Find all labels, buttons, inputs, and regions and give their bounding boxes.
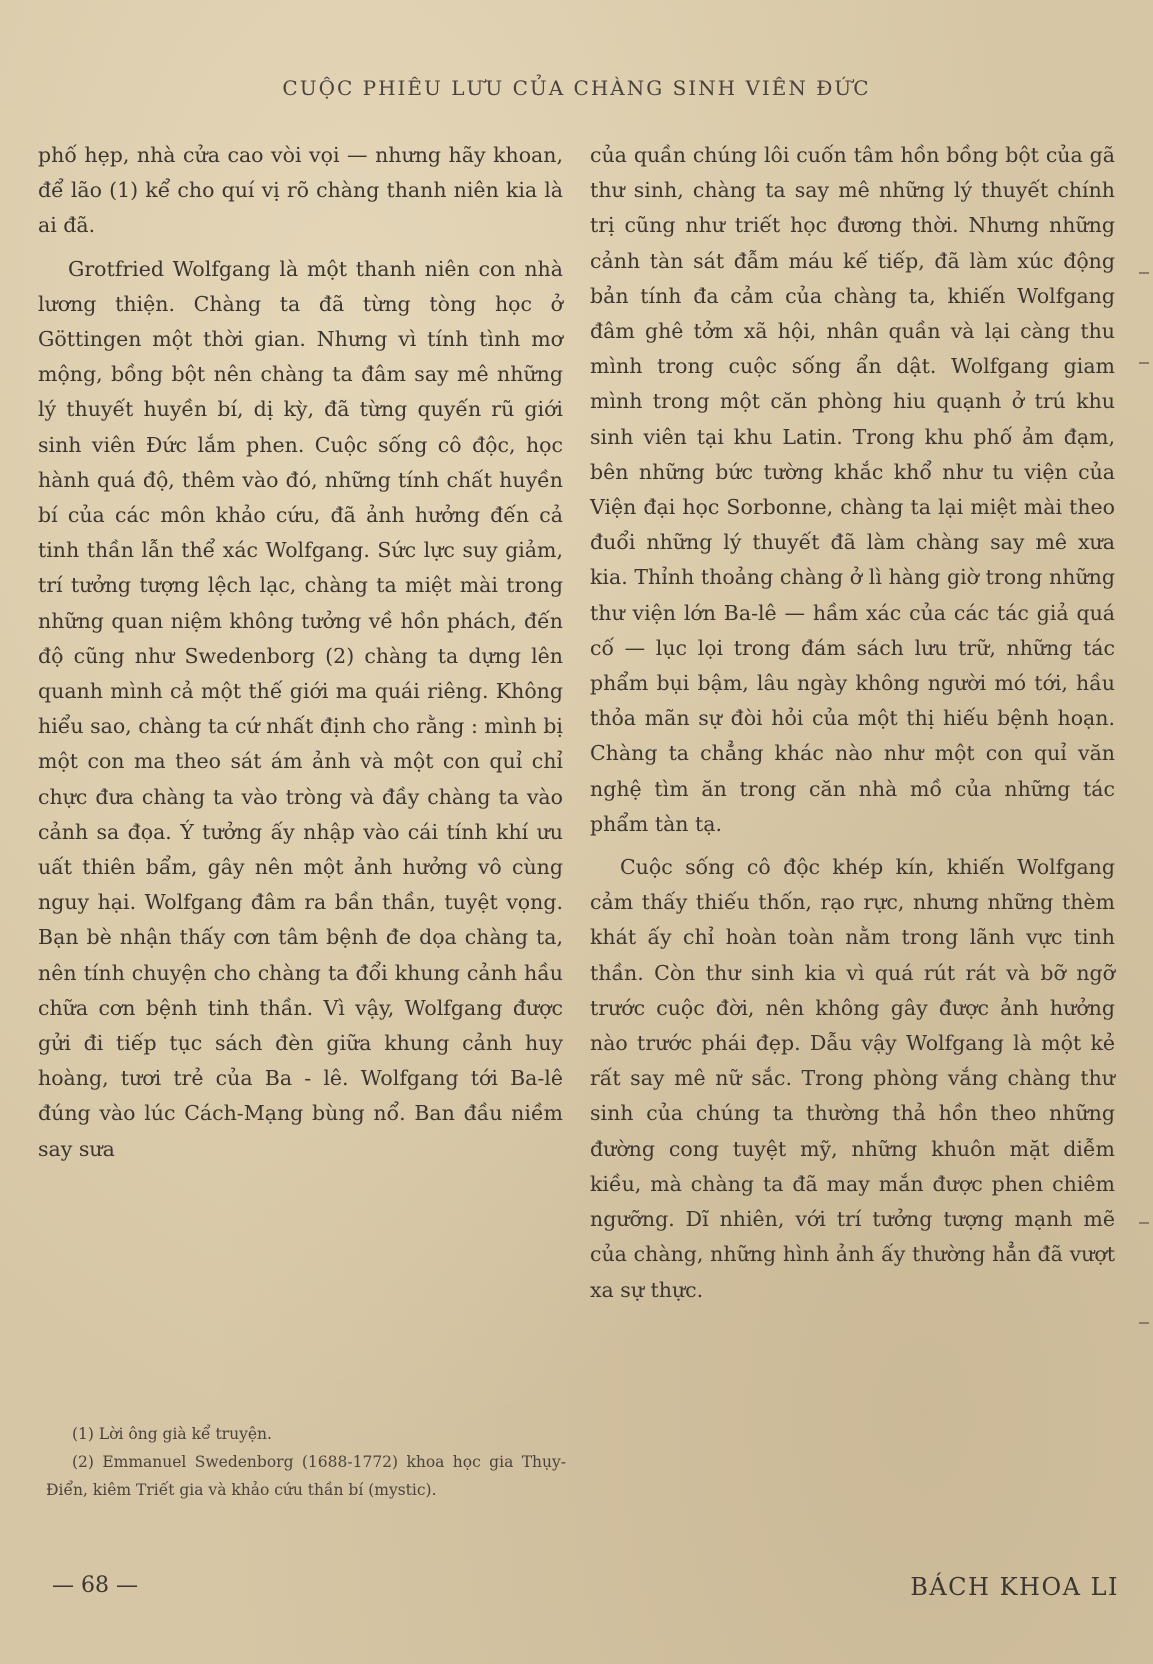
paragraph: Grotfried Wolfgang là một thanh niên con nhà lương thiện. Chàng ta đã từng tòng học ở Göttingen một thời gian. Nhưng vì tính tình mơ mộng, bồng bột nên chàng ta đâm say mê những lý thuyết huyền bí, dị kỳ, đã từng quyến rũ giới sinh viên Đức lắm phen. Cuộc sống cô độc, học hành quá độ, thêm vào đó, những tính chất huyền bí của các môn khảo cứu, đã ảnh hưởng đến cả tinh thần lẫn thể xác Wolfgang. Sức lực suy giảm, trí tưởng tượng lệch lạc, chàng ta miệt mài trong những quan niệm không tưởng về hồn phách, đến độ cũng như Swedenborg (2) chàng ta dựng lên quanh mình cả một thế giới ma quái riêng. Không hiểu sao, chàng ta cứ nhất định cho rằng : mình bị một con ma theo sát ám ảnh và một con quỉ chỉ chực đưa chàng ta vào tròng và đầy chàng ta vào cảnh sa đọa. Ý tưởng ấy nhập vào cái tính khí ưu uất thiên bẩm, gây nên một ảnh hưởng vô cùng nguy hại. Wolfgang đâm ra bần thần, tuyệt vọng. Bạn bè nhận thấy cơn tâm bệnh đe dọa chàng ta, nên tính chuyện cho chàng ta đổi khung cảnh hầu chữa cơn bệnh tinh thần. Vì vậy, Wolfgang được gửi đi tiếp tục sách đèn giữa khung cảnh huy hoàng, tươi trẻ của Ba - lê. Wolfgang tới Ba-lê đúng vào lúc Cách-Mạng bùng nổ. Ban đầu niềm say sưa: [38, 256, 563, 1161]
right-text-column: [590, 138, 1115, 1316]
running-title: CUỘC PHIÊU LƯU CỦA CHÀNG SINH VIÊN ĐỨC: [282, 76, 871, 100]
paragraph: Cuộc sống cô độc khép kín, khiến Wolfgang cảm thấy thiếu thốn, rạo rực, nhưng những thèm khát ấy chỉ hoàn toàn nằm trong lãnh vực tinh thần. Còn thư sinh kia vì quá rút rát và bỡ ngỡ trước cuộc đời, nên không gây được ảnh hưởng nào trước phái đẹp. Dẫu vậy Wolfgang là một kẻ rất say mê nữ sắc. Trong phòng vắng chàng thư sinh của chúng ta thường thả hồn theo những đường cong tuyệt mỹ, những khuôn mặt diễm kiều, mà chàng ta đã may mắn được phen chiêm ngưỡng. Dĩ nhiên, với trí tưởng tượng mạnh mẽ của chàng, những hình ảnh ấy thường hẳn đã vượt xa sự thực.: [590, 855, 1115, 1302]
edge-mark: [1139, 1322, 1149, 1324]
left-text-column: [38, 138, 563, 1175]
footnote: (1) Lời ông già kể truyện.: [72, 1425, 272, 1443]
footnotes: [46, 1420, 566, 1504]
page-number: — 68 —: [52, 1573, 138, 1598]
edge-mark: [1139, 272, 1149, 274]
paragraph: của quần chúng lôi cuốn tâm hồn bồng bột của gã thư sinh, chàng ta say mê những lý thuyết chính trị cũng như triết học đương thời. Nhưng những cảnh tàn sát đẫm máu kế tiếp, đã làm xúc động bản tính đa cảm của chàng ta, khiến Wolfgang đâm ghê tởm xã hội, nhân quần và lại càng thu mình trong cuộc sống ẩn dật. Wolfgang giam mình trong một căn phòng hiu quạnh ở trú khu sinh viên tại khu Latin. Trong khu phố ảm đạm, bên những bức tường khắc khổ như tu viện của Viện đại học Sorbonne, chàng ta lại miệt mài theo đuổi những lý thuyết đã làm chàng say mê xưa kia. Thỉnh thoảng chàng ở lì hàng giờ trong những thư viện lớn Ba-lê — hầm xác của các tác giả quá cố — lục lọi trong đám sách lưu trữ, những tác phẩm bụi bậm, lâu ngày không người mó tới, hầu thỏa mãn sự đòi hỏi của một thị hiếu bệnh hoạn. Chàng ta chẳng khác nào như một con quỉ văn nghệ tìm ăn trong căn nhà mồ của những tác phẩm tàn tạ.: [590, 143, 1115, 836]
edge-mark: [1139, 362, 1149, 364]
journal-name: BÁCH KHOA LI: [910, 1573, 1119, 1601]
edge-mark: [1139, 1222, 1149, 1224]
paragraph: phố hẹp, nhà cửa cao vòi vọi — nhưng hãy khoan, để lão (1) kể cho quí vị rõ chàng thanh niên kia là ai đã.: [38, 143, 563, 238]
footnote: (2) Emmanuel Swedenborg (1688-1772) khoa học gia Thụy-Điển, kiêm Triết gia và khảo cứu thần bí (mystic).: [46, 1453, 566, 1499]
